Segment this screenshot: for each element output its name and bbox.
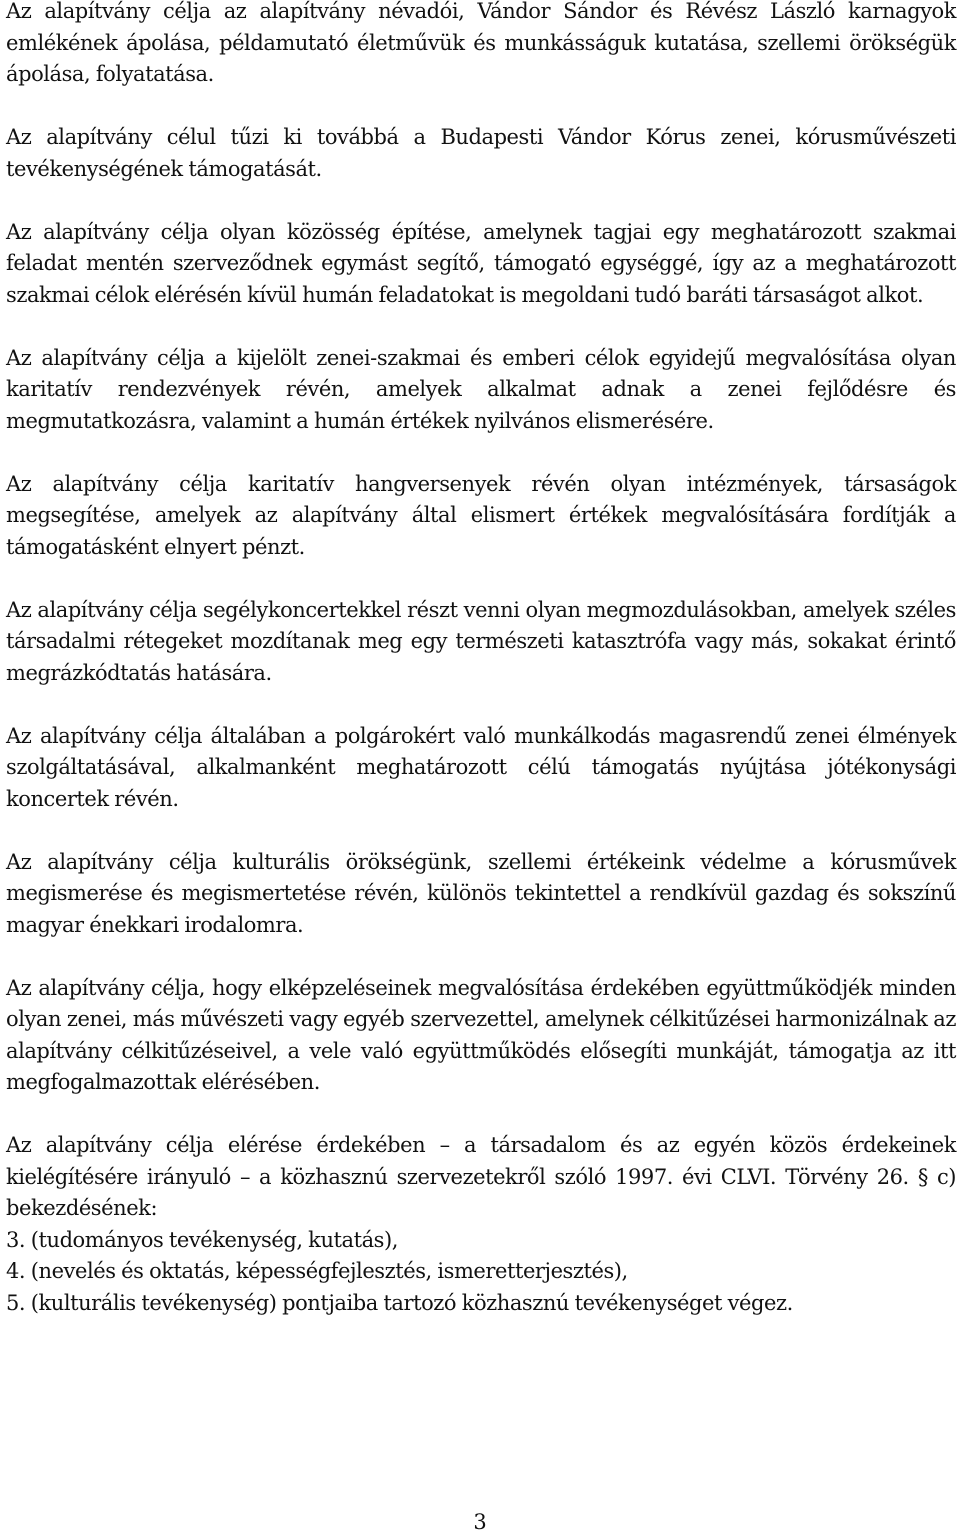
paragraph-charity-events: Az alapítvány célja a kijelölt zenei-szakmai és emberi célok egyidejű megvalósítása olyan karitatív rendezvények révén, amelyek alkalmat adnak a zenei fejlődésre és megmutatkozásra, valamint a humán értékek nyilvános elismerésére. bbox=[6, 345, 956, 433]
public-benefit-activities bbox=[6, 1130, 956, 1319]
list-item: 4. (nevelés és oktatás, képességfejlesztés, ismeretterjesztés), bbox=[6, 1259, 628, 1283]
paragraph-community: Az alapítvány célja olyan közösség építése, amelynek tagjai egy meghatározott szakmai feladat mentén szerveződnek egymást segítő, támogató egységgé, így az a meghatározott szakmai célok elérésén kívül humán feladatokat is megoldani tudó baráti társaságot alkot. bbox=[6, 219, 956, 307]
document-body bbox=[6, 0, 956, 1319]
paragraph-public-service: Az alapítvány célja általában a polgárokért való munkálkodás magasrendű zenei élmények szolgáltatásával, alkalmanként meghatározott célú támogatás nyújtása jótékonysági koncertek révén. bbox=[6, 723, 956, 811]
list-item: 5. (kulturális tevékenység) pontjaiba tartozó közhasznú tevékenységet végez. bbox=[6, 1290, 793, 1315]
paragraph-cultural-heritage: Az alapítvány célja kulturális örökségünk, szellemi értékeink védelme a kórusművek megismerése és megismertetése révén, különös tekintettel a rendkívül gazdag és sokszínű magyar énekkari irodalomra. bbox=[6, 849, 956, 937]
page-number: 3 bbox=[473, 1510, 487, 1534]
paragraph-namesakes: Az alapítvány célja az alapítvány névadói, Vándor Sándor és Révész László karnagyok emlékének ápolása, példamutató életművük és munkásságuk kutatása, szellemi örökségük ápolása, folyatatása. bbox=[6, 0, 956, 86]
list-item: 3. (tudományos tevékenység, kutatás), bbox=[6, 1227, 398, 1252]
paragraph-choir-support: Az alapítvány célul tűzi ki továbbá a Budapesti Vándor Kórus zenei, kórusművészeti tevékenységének támogatását. bbox=[6, 125, 956, 181]
paragraph-relief-concerts: Az alapítvány célja segélykoncertekkel részt venni olyan megmozdulásokban, amelyek széles társadalmi rétegeket mozdítanak meg egy természeti katasztrófa vagy más, sokakat érintő megrázkódtatás hatására. bbox=[6, 597, 956, 685]
paragraph-cooperation: Az alapítvány célja, hogy elképzeléseinek megvalósítása érdekében együttműködjék minden olyan zenei, más művészeti vagy egyéb szervezettel, amelynek célkitűzései harmonizálnak az alapítvány célkitűzéseivel, a vele való együttműködés elősegíti munkáját, támogatja az itt megfogalmazottak elérésében. bbox=[6, 975, 956, 1094]
paragraph-charity-concerts: Az alapítvány célja karitatív hangversenyek révén olyan intézmények, társaságok megsegítése, amelyek az alapítvány által elismert értékek megvalósítására fordítják a támogatásként elnyert pénzt. bbox=[6, 471, 956, 559]
public-benefit-intro: Az alapítvány célja elérése érdekében – a társadalom és az egyén közös érdekeinek kielégítésére irányuló – a közhasznú szervezetekről szóló 1997. évi CLVI. Törvény 26. § c) bekezdésének: bbox=[6, 1133, 956, 1220]
